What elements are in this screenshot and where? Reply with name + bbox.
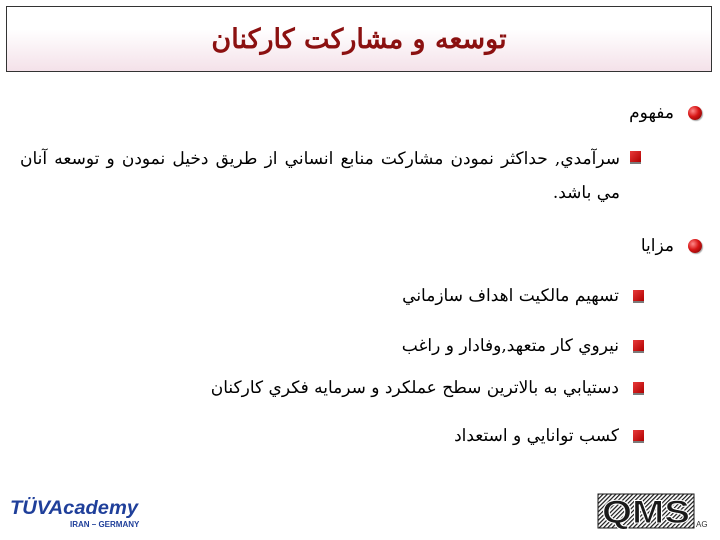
red-square-bullet-icon [630,151,641,164]
red-sphere-bullet-icon [688,239,702,253]
tuv-logo-wordmark: TÜVAcademy [10,498,140,519]
qms-logo [596,492,712,532]
qms-logo-letters: QMS [602,494,690,530]
benefit-item-text: نيروي كار متعهد,وفادار و راغب [401,336,619,356]
section-heading-label: مزايا [640,236,674,256]
benefit-item [402,336,644,356]
tuv-academy-logo [8,492,140,532]
benefit-item [402,286,644,306]
tuv-logo-subtitle: IRAN – GERMANY [70,520,140,529]
concept-paragraph: سرآمدي, حداكثر نمودن مشاركت منابع انساني از طريق دخيل نمودن و توسعه آنان مي باشد. [20,149,620,203]
benefit-item [211,378,644,398]
benefit-item-text: تسهيم مالكيت اهداف سازماني [402,286,619,306]
benefit-item [454,426,644,446]
red-square-bullet-icon [633,290,644,303]
qms-logo-suffix: AG [696,520,708,529]
section-heading-benefits [641,236,702,256]
section-heading-concept [629,103,702,123]
benefit-item-text: دستيابي به بالاترين سطح عملكرد و سرمايه فكري كاركنان [210,378,619,398]
benefit-item-text: كسب توانايي و استعداد [454,426,619,446]
red-sphere-bullet-icon [688,106,702,120]
red-square-bullet-icon [633,340,644,353]
red-square-bullet-icon [633,382,644,395]
section-heading-label: مفهوم [629,103,674,123]
red-square-bullet-icon [633,430,644,443]
slide-title: توسعه و مشاركت كاركنان [211,23,507,55]
